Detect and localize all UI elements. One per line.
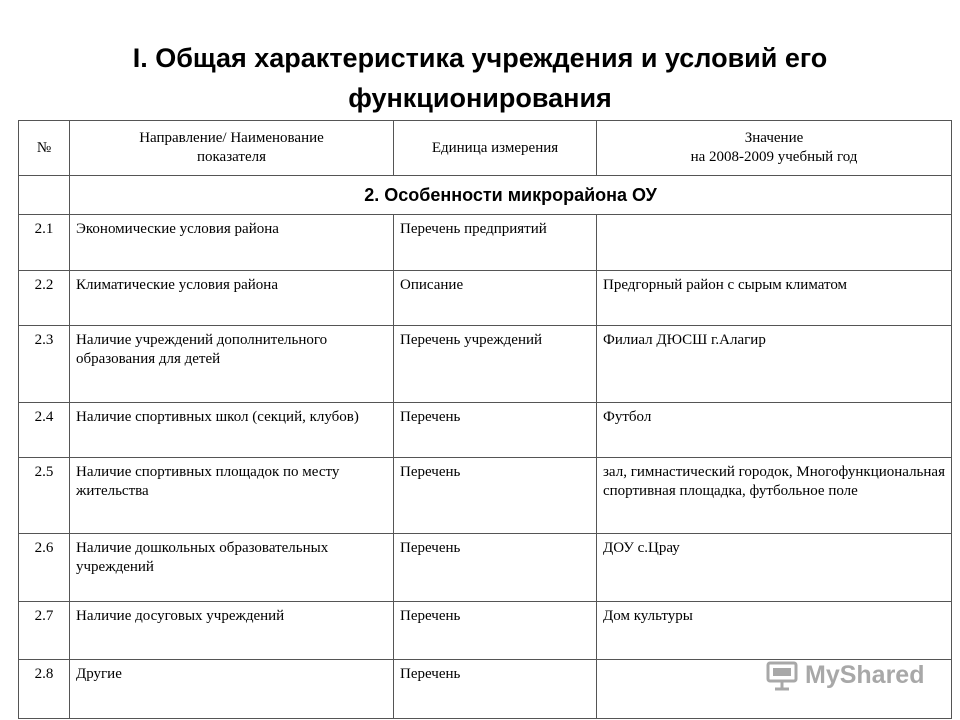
row-value: зал, гимнастический городок, Многофункциональная спортивная площадка, футбольное поле	[597, 458, 952, 534]
row-unit: Описание	[394, 271, 597, 326]
header-num: №	[19, 121, 70, 176]
header-name	[70, 121, 394, 176]
table-header-row	[19, 121, 952, 176]
row-unit: Перечень	[394, 458, 597, 534]
row-num: 2.7	[19, 602, 70, 660]
table-row	[19, 215, 952, 271]
header-name-line-2: показателя	[196, 149, 267, 165]
row-name: Наличие спортивных школ (секций, клубов)	[70, 403, 394, 458]
row-value: Филиал ДЮСШ г.Алагир	[597, 326, 952, 403]
row-value: Предгорный район с сырым климатом	[597, 271, 952, 326]
table-row	[19, 271, 952, 326]
watermark-text: MyShared	[805, 660, 925, 689]
row-unit: Перечень предприятий	[394, 215, 597, 271]
row-num: 2.5	[19, 458, 70, 534]
row-unit: Перечень	[394, 660, 597, 719]
section-title: 2. Особенности микрорайона ОУ	[70, 176, 952, 215]
row-unit: Перечень	[394, 602, 597, 660]
watermark	[765, 656, 935, 694]
table-row	[19, 534, 952, 602]
row-num: 2.4	[19, 403, 70, 458]
section-blank-cell	[19, 176, 70, 215]
page-title	[0, 38, 960, 118]
row-name: Экономические условия района	[70, 215, 394, 271]
table-row	[19, 458, 952, 534]
row-unit: Перечень	[394, 534, 597, 602]
presentation-icon	[765, 659, 799, 691]
row-value: Дом культуры	[597, 602, 952, 660]
row-unit: Перечень	[394, 403, 597, 458]
row-name: Наличие досуговых учреждений	[70, 602, 394, 660]
row-num: 2.8	[19, 660, 70, 719]
header-value	[597, 121, 952, 176]
row-num: 2.1	[19, 215, 70, 271]
row-num: 2.3	[19, 326, 70, 403]
row-value: Футбол	[597, 403, 952, 458]
header-name-line-1: Направление/ Наименование	[139, 130, 324, 146]
row-unit: Перечень учреждений	[394, 326, 597, 403]
header-value-line-1: Значение	[744, 130, 804, 146]
row-name: Климатические условия района	[70, 271, 394, 326]
row-name: Наличие учреждений дополнительного образования для детей	[70, 326, 394, 403]
header-value-line-2: на 2008-2009 учебный год	[690, 149, 858, 165]
row-name: Наличие дошкольных образовательных учреждений	[70, 534, 394, 602]
section-row	[19, 176, 952, 215]
row-name: Наличие спортивных площадок по месту жительства	[70, 458, 394, 534]
table-row	[19, 602, 952, 660]
header-unit: Единица измерения	[394, 121, 597, 176]
row-name: Другие	[70, 660, 394, 719]
row-value: ДОУ с.Црау	[597, 534, 952, 602]
row-value	[597, 215, 952, 271]
row-num: 2.6	[19, 534, 70, 602]
page-title-line-2: функционирования	[348, 83, 612, 113]
row-num: 2.2	[19, 271, 70, 326]
table-row	[19, 326, 952, 403]
page-title-line-1: I. Общая характеристика учреждения и условий его	[132, 43, 828, 73]
table-row	[19, 403, 952, 458]
indicators-table	[18, 120, 952, 719]
